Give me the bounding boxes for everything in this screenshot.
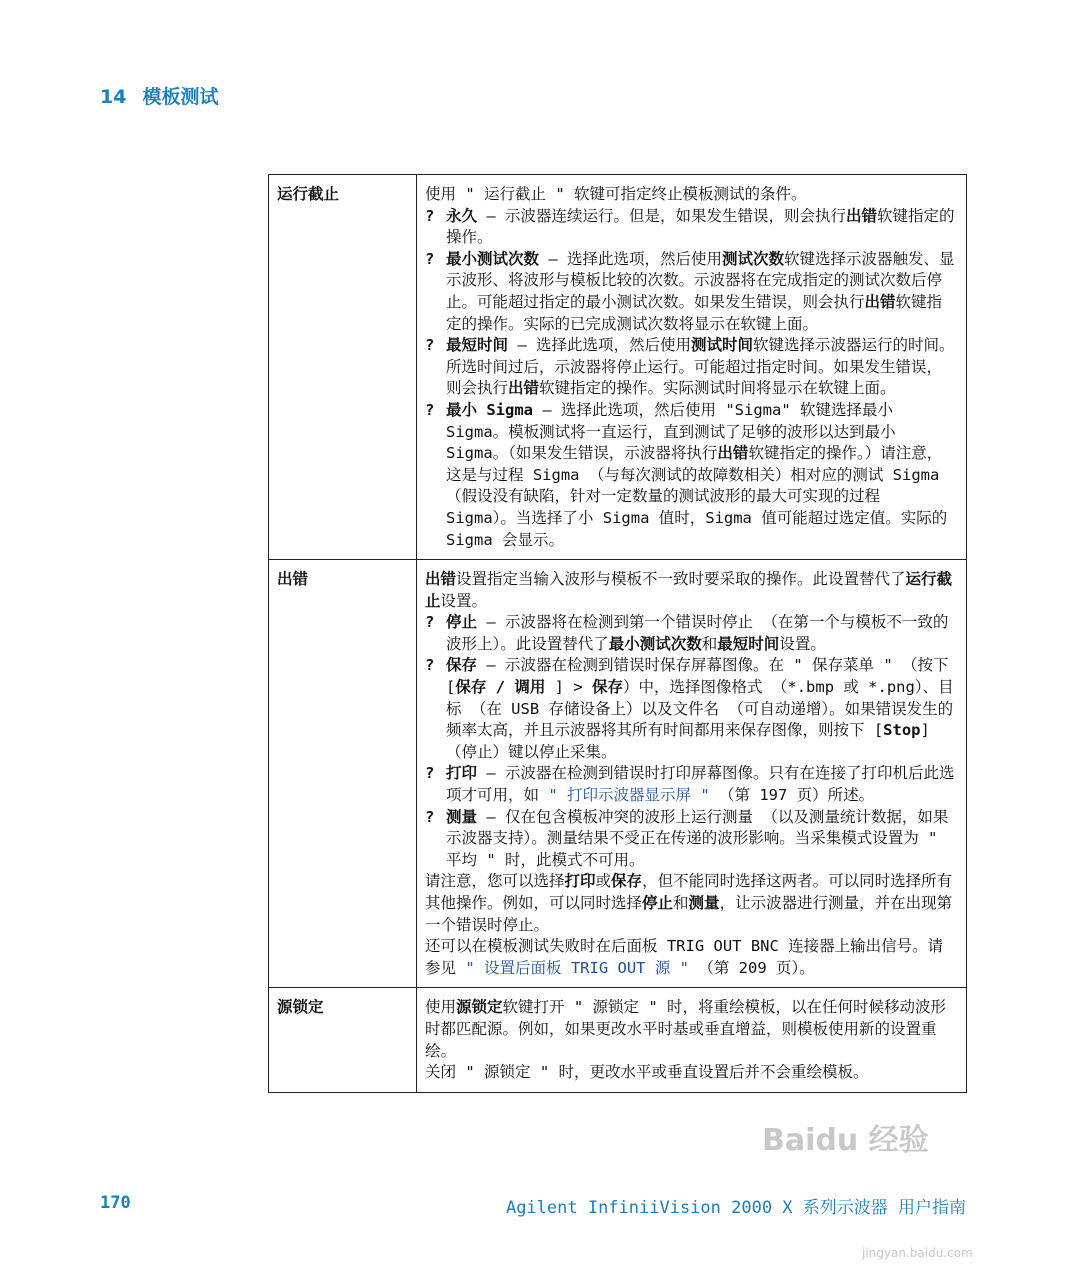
list-item: ? 停止 — 示波器将在检测到第一个错误时停止 （在第一个与模板不一致的波形上）。此设置替代了最小测试次数和最短时间设置。: [425, 612, 956, 655]
bullet-marker: ?: [425, 206, 435, 225]
chapter-title: 模板测试: [142, 86, 219, 108]
bullet-marker: ?: [425, 807, 435, 826]
table-row-error: [269, 560, 967, 988]
list-item: ? 最小 Sigma — 选择此选项，然后使用 "Sigma" 软键选择最小 Sigma。模板测试将一直运行，直到测试了足够的波形以达到最小 Sigma。（如果发生错误，示波器将执行出错软键指定的操作。）请注意，这是与过程 Sigma （与每次测试的故障数相关）相对应的测试 Sigma （假设没有缺陷，针对一定数量的测试波形的最大可实现的过程 Sigma）。当选择了小 Sigma 值时，Sigma 值可能超过选定值。实际的 Sigma 会显示。: [425, 400, 956, 551]
bullet-marker: ?: [425, 656, 435, 675]
desc-source-lock: [417, 988, 967, 1092]
table-row-source-lock: [269, 988, 967, 1092]
print-screen-link[interactable]: " 打印示波器显示屏 ": [548, 786, 710, 805]
watermark: Baidu 经验: [762, 1123, 929, 1158]
trig-out-link[interactable]: " 设置后面板 TRIG OUT 源 ": [465, 958, 689, 977]
source-lock-p2: 关闭 " 源锁定 " 时，更改水平或垂直设置后并不会重绘模板。: [425, 1063, 869, 1082]
term-source-lock: 源锁定: [269, 988, 417, 1092]
page-number: 170: [100, 1193, 131, 1213]
error-intro: 出错设置指定当输入波形与模板不一致时要采取的操作。此设置替代了运行截止设置。: [425, 570, 953, 610]
table-row-run-until: [269, 175, 967, 560]
list-item: ? 最短时间 — 选择此选项，然后使用测试时间软键选择示波器运行的时间。所选时间过后，示波器将停止运行。可能超过指定时间。如果发生错误，则会执行出错软键指定的操作。实际测试时间将显示在软键上面。: [425, 335, 956, 400]
footer-title: Agilent InfiniiVision 2000 X 系列示波器 用户指南: [505, 1198, 966, 1218]
error-note-1: 请注意，您可以选择打印或保存，但不能同时选择这两者。可以同时选择所有其他操作。例如，可以同时选择停止和测量，让示波器进行测量，并在出现第一个错误时停止。: [425, 872, 953, 934]
desc-error: [417, 560, 967, 988]
list-item: ? 测量 — 仅在包含模板冲突的波形上运行测量 （以及测量统计数据，如果示波器支持）。测量结果不受正在传递的波形影响。当采集模式设置为 " 平均 " 时，此模式不可用。: [425, 807, 956, 872]
source-lock-p1: 使用源锁定软键打开 " 源锁定 " 时，将重绘模板，以在任何时候移动波形时都匹配源。例如，如果更改水平时基或垂直增益，则模板使用新的设置重绘。: [425, 998, 947, 1060]
list-item: ? 打印 — 示波器在检测到错误时打印屏幕图像。只有在连接了打印机后此选项才可用，如 " 打印示波器显示屏 " （第 197 页）所述。: [425, 763, 956, 806]
bullet-marker: ?: [425, 764, 435, 783]
list-item: ? 永久 — 示波器连续运行。但是，如果发生错误，则会执行出错软键指定的操作。: [425, 206, 956, 249]
bullet-marker: ?: [425, 400, 435, 419]
run-until-intro: 使用 " 运行截止 " 软键可指定终止模板测试的条件。: [425, 185, 807, 203]
desc-run-until: [417, 175, 967, 560]
list-item: ? 保存 — 示波器在检测到错误时保存屏幕图像。在 " 保存菜单 " （按下 [保存 / 调用 ] > 保存）中，选择图像格式 （*.bmp 或 *.png）、目标 （在 USB 存储设备上）以及文件名 （可自动递增）。如果错误发生的频率太高，并且示波器将其所有时间都用来保存图像，则按下 [Stop] （停止）键以停止采集。: [425, 655, 956, 763]
settings-table: [268, 174, 967, 1093]
term-run-until: 运行截止: [269, 175, 417, 560]
bullet-marker: ?: [425, 249, 435, 268]
list-item: ? 最小测试次数 — 选择此选项，然后使用测试次数软键选择示波器触发、显示波形、将波形与模板比较的次数。示波器将在完成指定的测试次数后停止。可能超过指定的最小测试次数。如果发生错误，则会执行出错软键指定的操作。实际的已完成测试次数将显示在软键上面。: [425, 249, 956, 335]
chapter-number: 14: [100, 86, 127, 108]
bullet-marker: ?: [425, 613, 435, 632]
chapter-heading: [100, 82, 218, 109]
error-note-2: 还可以在模板测试失败时在后面板 TRIG OUT BNC 连接器上输出信号。请参见 " 设置后面板 TRIG OUT 源 " （第 209 页）。: [425, 937, 944, 977]
term-error: 出错: [269, 560, 417, 988]
bullet-marker: ?: [425, 336, 435, 355]
watermark-url: jingyan.baidu.com: [862, 1246, 973, 1260]
